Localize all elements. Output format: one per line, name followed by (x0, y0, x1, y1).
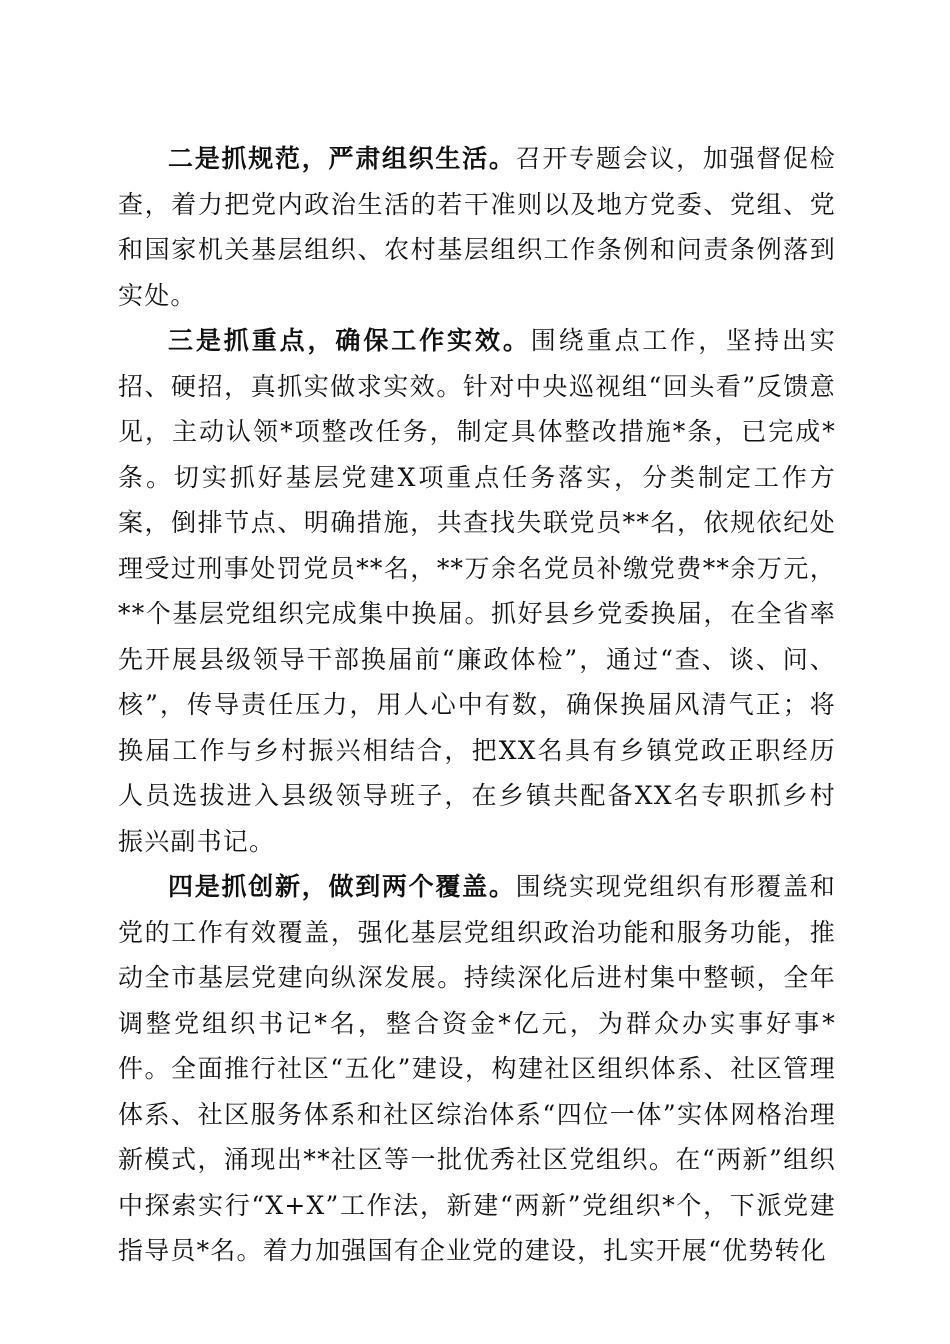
paragraph-key-points (118, 318, 836, 864)
paragraph-text: 围绕实现党组织有形覆盖和党的工作有效覆盖，强化基层党组织政治功能和服务功能，推动全市基层党建向纵深发展。持续深化后进村集中整顿，全年调整党组织书记*名，整合资金*亿元，为群众办实事好事*件。全面推行社区“五化”建设，构建社区组织体系、社区管理体系、社区服务体系和社区综治体系“四位一体”实体网格治理新模式，涌现出**社区等一批优秀社区党组织。在“两新”组织中探索实行“X+X”工作法，新建“两新”党组织*个，下派党建指导员*名。着力加强国有企业党的建设，扎实开展“优势转化 (118, 872, 836, 1265)
paragraph-innovation (118, 864, 836, 1274)
paragraph-standardize (118, 136, 836, 318)
paragraph-text: 围绕重点工作，坚持出实招、硬招，真抓实做求实效。针对中央巡视组“回头看”反馈意见，主动认领*项整改任务，制定具体整改措施*条，已完成*条。切实抓好基层党建X项重点任务落实，分类制定工作方案，倒排节点、明确措施，共查找失联党员**名，依规依纪处理受过刑事处罚党员**名，**万余名党员补缴党费**余万元，**个基层党组织完成集中换届。抓好县乡党委换届，在全省率先开展县级领导干部换届前“廉政体检”，通过“查、谈、问、核”，传导责任压力，用人心中有数，确保换届风清气正；将换届工作与乡村振兴相结合，把XX名具有乡镇党政正职经历人员选拔进入县级领导班子，在乡镇共配备XX名专职抓乡村振兴副书记。 (118, 326, 837, 856)
paragraph-lead: 三是抓重点，确保工作实效。 (168, 326, 531, 355)
paragraph-text: 召开专题会议，加强督促检查，着力把党内政治生活的若干准则以及地方党委、党组、党和国家机关基层组织、农村基层组织工作条例和问责条例落到实处。 (118, 144, 836, 310)
document-body (118, 136, 836, 1274)
paragraph-lead: 二是抓规范，严肃组织生活。 (168, 144, 516, 173)
paragraph-lead: 四是抓创新，做到两个覆盖。 (168, 872, 516, 901)
